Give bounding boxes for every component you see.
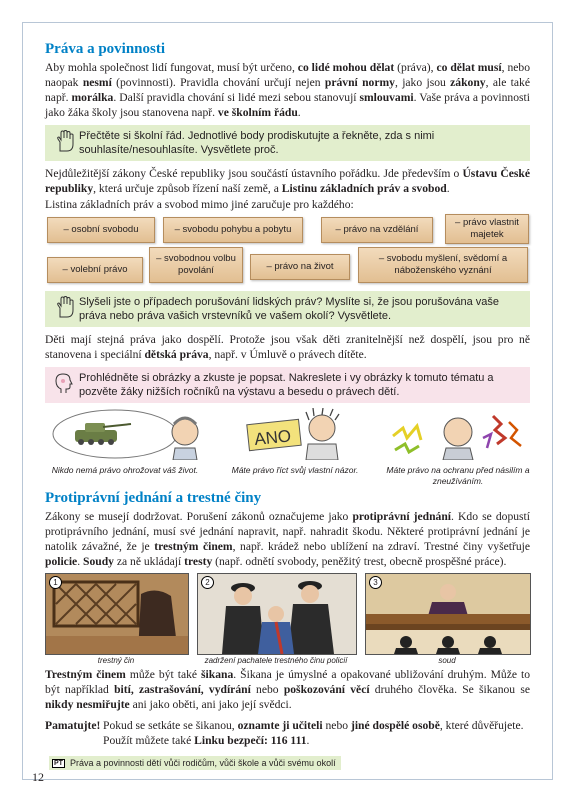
- photo-caption: trestný čin: [97, 656, 135, 665]
- page-content: [45, 40, 530, 748]
- photo-arrest: [197, 573, 357, 655]
- right-scroll: – svobodnou volbu povolání: [149, 247, 243, 283]
- crimes-paragraph: Zákony se musejí dodržovat. Porušení zákonů označujeme jako protiprávní jednání. Kdo se dopustí protiprávního jednání, musí své jednání napravit, např. nahradit škodu. Některé protiprávní jednání je natolik závažné, že je trestným činem, např. krádež nebo ublížení na zdraví. Trestné činy vyšetřuje policie. Soudy za ně ukládají tresty (např. odnětí svobody, peněžitý trest, obecně prospěšné práce).: [45, 510, 530, 568]
- children-rights-illustrations: [45, 408, 530, 485]
- remember-line: Použít můžete také Linku bezpečí: 116 111.: [103, 734, 310, 747]
- photo-number: 3: [369, 576, 382, 589]
- photo-caption: zadržení pachatele trestného činu policií: [204, 656, 348, 665]
- cross-curricular-topic: [49, 756, 341, 770]
- photo-number: 1: [49, 576, 62, 589]
- illustration-caption: Máte právo na ochranu před násilím a zneužíváním.: [386, 465, 530, 486]
- rights-scrolls: [45, 214, 530, 286]
- children-rights-paragraph: Děti mají stejná práva jako dospělí. Protože jsou však děti zranitelnější než dospělí, jsou pro ně stanovena i speciální dětská práva, např. v Úmluvě o právech dítěte.: [45, 333, 530, 361]
- illustration-opinion: [220, 408, 370, 476]
- school-rules-task: [45, 125, 530, 161]
- photo-court: [365, 573, 531, 655]
- illustration-life: [45, 408, 205, 476]
- bullying-paragraph: Trestným činem může být také šikana. Šikana je úmyslné a opakované ubližování druhým. Může to být například bití, zastrašování, vydírání nebo poškozování věcí druhého člověka. Se šikanou se nikdy nesmiřujte ani jako oběti, ani jako její svědci.: [45, 668, 530, 711]
- page-number: 12: [32, 770, 44, 784]
- note-text: Prohlédněte si obrázky a zkuste je popsat. Nakreslete i vy obrázky k tomuto tématu a pozvěte žáky nižších ročníků na výstavu a besedu o právech dětí.: [79, 372, 494, 398]
- photo-crime: [45, 573, 189, 655]
- constitution-paragraph: Nejdůležitější zákony České republiky jsou součástí ústavního pořádku. Jde především o Ústavu České republiky, která určuje způsob řízení naší země, a Listinu základních práv a svobod.: [45, 167, 530, 195]
- remember-line: Pokud se setkáte se šikanou, oznamte ji učiteli nebo jiné dospělé osobě, které důvěřujete.: [103, 719, 524, 732]
- photo-caption: soud: [438, 656, 456, 665]
- right-scroll: – svobodu myšlení, svědomí a náboženského vyznání: [358, 247, 528, 283]
- section-heading-rights: Práva a povinnosti: [45, 41, 166, 57]
- rights-intro-paragraph: Aby mohla společnost lidí fungovat, musí být určeno, co lidé mohou dělat (práva), co dělat musí, nebo naopak nesmí (povinnosti). Pravidla chování určují nejen právní normy, jako jsou zákony, ale také např. morálka. Další pravidla chování si lidé mezi sebou stanovují smlouvami. Vaše práva a povinnosti jako žáka školy jsou stanovena např. ve školním řádu.: [45, 61, 530, 119]
- hand-icon: [49, 129, 79, 152]
- crime-photos: [45, 573, 530, 665]
- right-scroll: – právo vlastnit majetek: [445, 214, 529, 244]
- right-scroll: – volební právo: [47, 257, 143, 283]
- pt-text: Práva a povinnosti dětí vůči rodičům, vůči škole a vůči svému okolí: [69, 758, 336, 768]
- sign-text: ANO: [253, 426, 293, 450]
- right-scroll: – právo na vzdělání: [321, 217, 433, 243]
- note-text: Slyšeli jste o případech porušování lidských práv? Myslíte si, že jsou porušována vaše práva nebo práva vašich vrstevníků ve vašem okolí? Vysvětlete.: [79, 296, 500, 322]
- illustration-caption: Máte právo říct svůj vlastní názor.: [231, 465, 359, 475]
- remember-box: [45, 718, 530, 748]
- note-text: Přečtěte si školní řád. Jednotlivé body prodiskutujte a řekněte, zda s nimi souhlasíte/nesouhlasíte. Vysvětlete proč.: [79, 130, 435, 156]
- illustration-protection: [383, 408, 533, 487]
- pt-badge: PT: [54, 759, 63, 767]
- illustration-caption: Nikdo nemá právo ohrožovat váš život.: [51, 465, 199, 475]
- photo-number: 2: [201, 576, 214, 589]
- pictures-task: [45, 367, 530, 403]
- section-heading-crimes: Protiprávní jednání a trestné činy: [45, 490, 262, 506]
- charter-intro: Listina základních práv a svobod mimo jiné zaručuje pro každého:: [45, 198, 354, 211]
- right-scroll: – právo na život: [250, 254, 350, 280]
- right-scroll: – osobní svobodu: [47, 217, 155, 243]
- head-icon: [49, 371, 79, 394]
- remember-label: Pamatujte!: [45, 719, 101, 732]
- human-rights-task: [45, 291, 530, 327]
- hand-icon: [49, 295, 79, 318]
- right-scroll: – svobodu pohybu a pobytu: [163, 217, 303, 243]
